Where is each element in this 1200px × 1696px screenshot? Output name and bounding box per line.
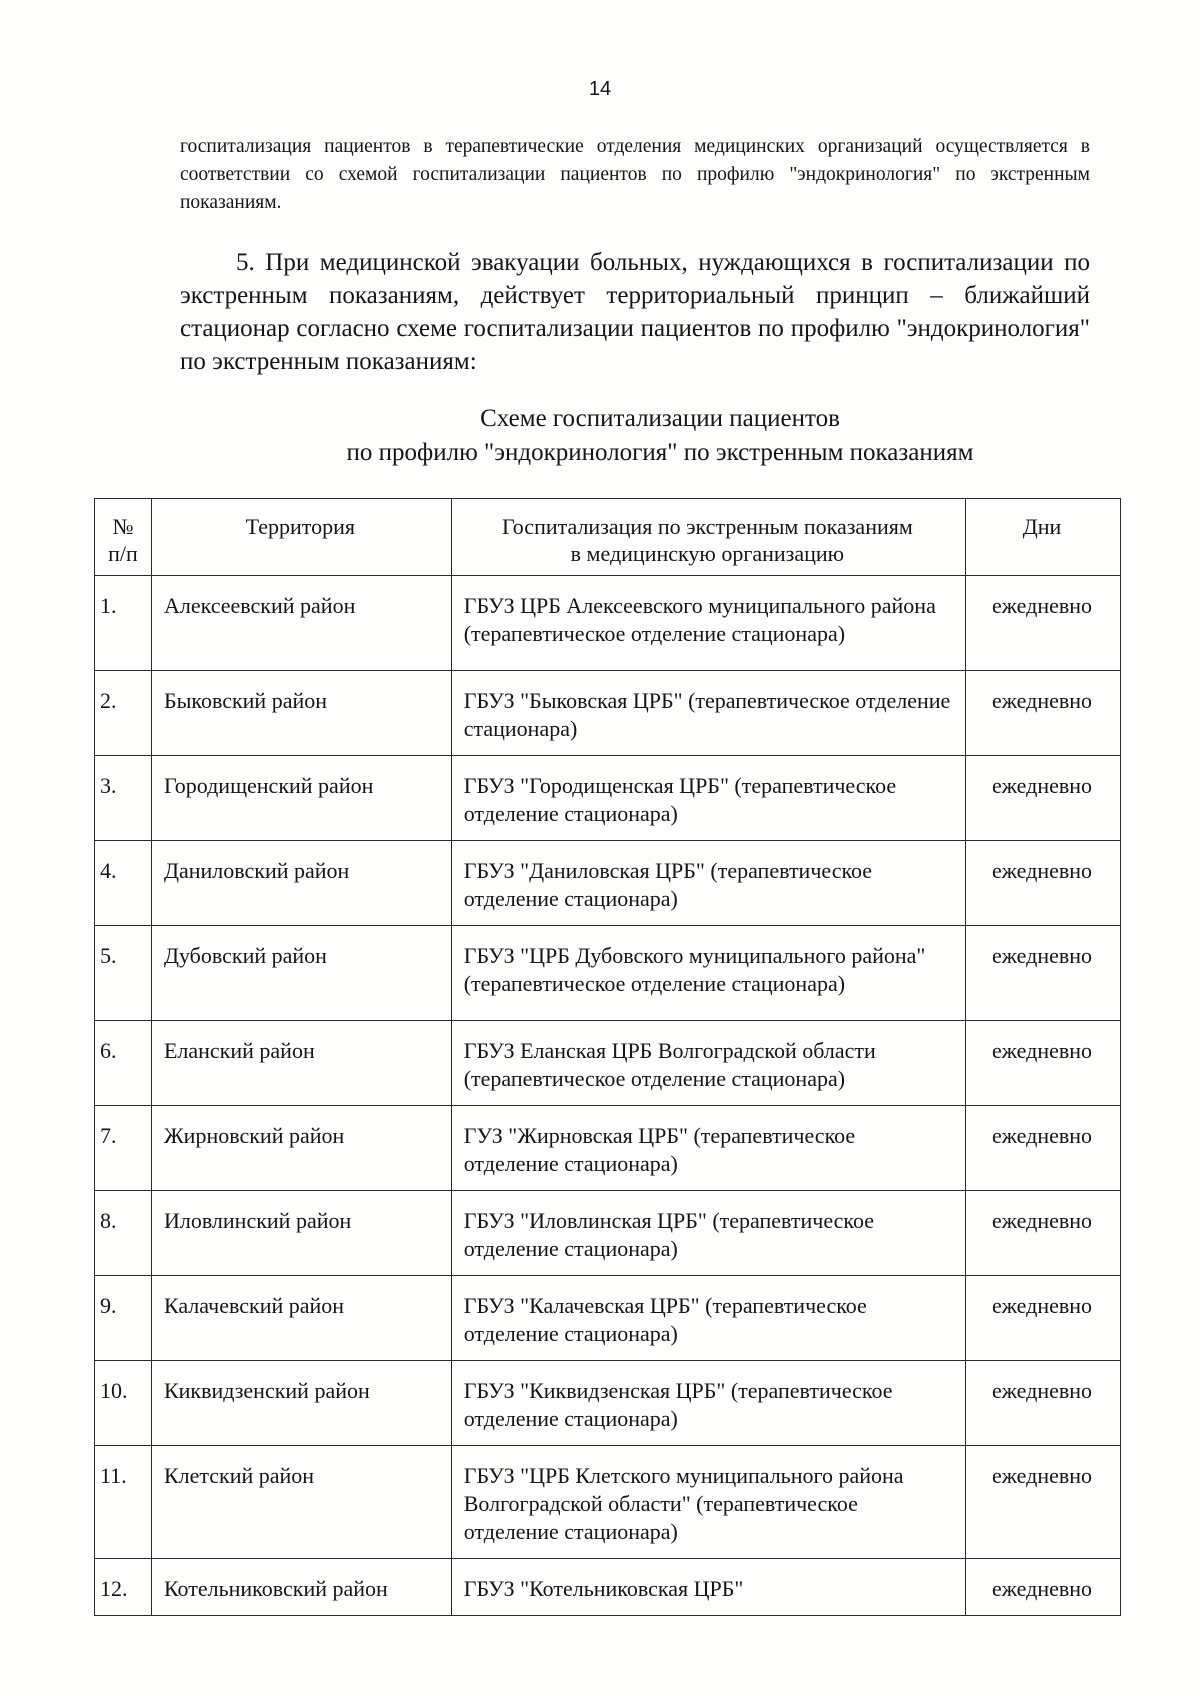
row-territory: Даниловский район: [151, 841, 451, 926]
row-number: 4.: [95, 841, 152, 926]
table-row: [95, 926, 1121, 1021]
row-territory: Киквидзенский район: [151, 1361, 451, 1446]
row-organization: ГБУЗ "ЦРБ Дубовского муниципального района" (терапевтическое отделение стационара): [451, 926, 965, 1021]
row-days: ежедневно: [966, 1361, 1121, 1446]
row-days: ежедневно: [966, 1559, 1121, 1616]
row-organization: ГБУЗ "Котельниковская ЦРБ": [451, 1559, 965, 1616]
table-row: [95, 1106, 1121, 1191]
row-organization: ГБУЗ "ЦРБ Клетского муниципального района Волгоградской области" (терапевтическое отделение стационара): [451, 1446, 965, 1559]
hospitalization-table: [94, 498, 1121, 1616]
row-number: 5.: [95, 926, 152, 1021]
header-number-abbr: п/п: [108, 541, 138, 566]
header-number-symbol: №: [112, 514, 134, 539]
row-organization: ГУЗ "Жирновская ЦРБ" (терапевтическое отделение стационара): [451, 1106, 965, 1191]
row-days: ежедневно: [966, 1021, 1121, 1106]
row-organization: ГБУЗ "Быковская ЦРБ" (терапевтическое отделение стационара): [451, 671, 965, 756]
table-row: [95, 1276, 1121, 1361]
table-title: [290, 402, 1030, 470]
row-territory: Городищенский район: [151, 756, 451, 841]
row-territory: Дубовский район: [151, 926, 451, 1021]
row-territory: Котельниковский район: [151, 1559, 451, 1616]
row-days: ежедневно: [966, 576, 1121, 671]
table-row: [95, 1361, 1121, 1446]
row-days: ежедневно: [966, 1191, 1121, 1276]
intro-paragraph: госпитализация пациентов в терапевтические отделения медицинских организаций осуществляется в соответствии со схемой госпитализации пациентов по профилю "эндокринология" по экстренным показаниям.: [180, 136, 1090, 213]
row-territory: Жирновский район: [151, 1106, 451, 1191]
row-number: 11.: [95, 1446, 152, 1559]
table-row: [95, 841, 1121, 926]
header-hospitalization-line-2: в медицинскую организацию: [570, 541, 845, 566]
header-hospitalization-line-1: Госпитализация по экстренным показаниям: [501, 514, 913, 539]
row-organization: ГБУЗ "Иловлинская ЦРБ" (терапевтическое отделение стационара): [451, 1191, 965, 1276]
row-number: 6.: [95, 1021, 152, 1106]
row-number: 3.: [95, 756, 152, 841]
row-number: 1.: [95, 576, 152, 671]
table-title-line-1: Схеме госпитализации пациентов: [480, 405, 840, 432]
row-number: 12.: [95, 1559, 152, 1616]
row-territory: Клетский район: [151, 1446, 451, 1559]
row-organization: ГБУЗ "Калачевская ЦРБ" (терапевтическое отделение стационара): [451, 1276, 965, 1361]
table-row: [95, 1446, 1121, 1559]
paragraph-5: [180, 246, 1090, 378]
table-header-row: [95, 499, 1121, 576]
row-organization: ГБУЗ ЦРБ Алексеевского муниципального района (терапевтическое отделение стационара): [451, 576, 965, 671]
header-hospitalization: [451, 499, 965, 576]
page-number: 14: [588, 78, 612, 100]
row-territory: Иловлинский район: [151, 1191, 451, 1276]
row-organization: ГБУЗ "Городищенская ЦРБ" (терапевтическое отделение стационара): [451, 756, 965, 841]
row-number: 8.: [95, 1191, 152, 1276]
row-territory: Алексеевский район: [151, 576, 451, 671]
row-territory: Быковский район: [151, 671, 451, 756]
table-row: [95, 576, 1121, 671]
row-number: 10.: [95, 1361, 152, 1446]
row-organization: ГБУЗ "Киквидзенская ЦРБ" (терапевтическое отделение стационара): [451, 1361, 965, 1446]
row-days: ежедневно: [966, 1106, 1121, 1191]
header-days: Дни: [966, 499, 1121, 576]
paragraph-5-text: При медицинской эвакуации больных, нуждающихся в госпитализации по экстренным показаниям, действует территориальный принцип – ближайший стационар согласно схеме госпитализации пациентов по профилю "эндокринология" по экстренным показаниям:: [180, 249, 1090, 375]
row-days: ежедневно: [966, 841, 1121, 926]
table-row: [95, 1559, 1121, 1616]
table-row: [95, 1191, 1121, 1276]
row-number: 2.: [95, 671, 152, 756]
row-days: ежедневно: [966, 671, 1121, 756]
row-number: 9.: [95, 1276, 152, 1361]
row-days: ежедневно: [966, 926, 1121, 1021]
table-row: [95, 1021, 1121, 1106]
header-territory: Территория: [151, 499, 451, 576]
header-number: [95, 499, 152, 576]
row-days: ежедневно: [966, 1276, 1121, 1361]
row-territory: Еланский район: [151, 1021, 451, 1106]
table-row: [95, 671, 1121, 756]
table-title-line-2: по профилю "эндокринология" по экстренным показаниям: [346, 439, 974, 466]
row-number: 7.: [95, 1106, 152, 1191]
row-organization: ГБУЗ "Даниловская ЦРБ" (терапевтическое отделение стационара): [451, 841, 965, 926]
paragraph-5-number: 5.: [236, 249, 255, 276]
row-days: ежедневно: [966, 1446, 1121, 1559]
table-row: [95, 756, 1121, 841]
row-territory: Калачевский район: [151, 1276, 451, 1361]
row-organization: ГБУЗ Еланская ЦРБ Волгоградской области (терапевтическое отделение стационара): [451, 1021, 965, 1106]
row-days: ежедневно: [966, 756, 1121, 841]
table-body: [95, 576, 1121, 1616]
